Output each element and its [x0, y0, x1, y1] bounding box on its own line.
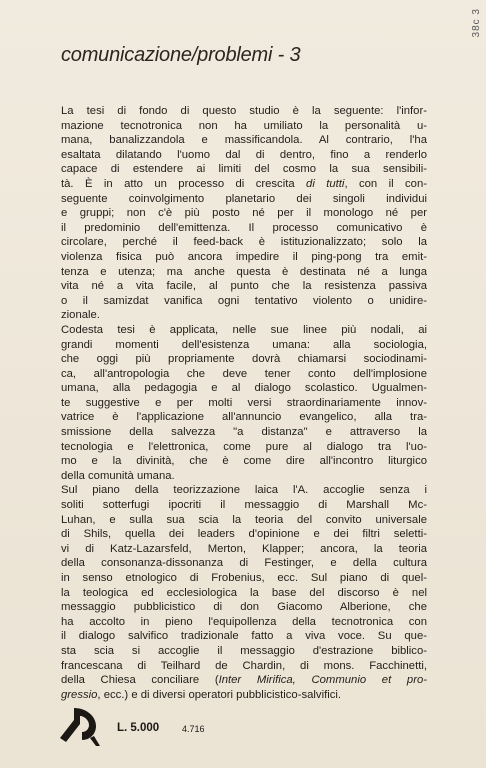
blurb-line-text: in senso etnologico di Frobenius, ecc. Sul piano di quel-: [61, 572, 427, 584]
blurb-line: [61, 571, 427, 586]
blurb-line: [61, 615, 427, 630]
blurb-line: [61, 483, 427, 498]
blurb-line: [61, 279, 427, 294]
series-title: comunicazione/problemi - 3: [61, 44, 301, 66]
blurb-line-text: Codesta tesi è applicata, nelle sue linee più nodali, ai: [61, 323, 427, 336]
blurb-line-text: il dialogo salvifico tradizionale fatto a viva voce. Su que-: [61, 630, 427, 643]
blurb-line-text: sta scia si accoglie il messaggio d'estrazione biblico-: [61, 644, 427, 657]
blurb-line-text: tecnologia e l'elettronica, come pure al dialogo tra l'uo-: [61, 440, 427, 453]
blurb-line-text: che oggi più propriamente dovrà chiamarsi sociodinami-: [61, 353, 427, 366]
blurb-line: [61, 250, 427, 265]
spine-code: 38c 3: [471, 8, 482, 38]
blurb-line: [61, 688, 427, 703]
blurb-line: [61, 265, 427, 280]
blurb-line: [61, 673, 427, 688]
blurb-line: [61, 119, 427, 134]
blurb-text: [61, 104, 427, 702]
blurb-line: [61, 440, 427, 455]
blurb-line-text: ca, all'antropologia che deve tener conto dell'implosione: [61, 367, 427, 380]
blurb-line: [61, 586, 427, 601]
blurb-line-text: ha accolto in pieno l'equipollenza della tecnotronica con: [61, 615, 427, 628]
blurb-line-text: umana, alla pedagogia e al dialogo scolastico. Ugualmen-: [61, 382, 427, 395]
blurb-line: [61, 367, 427, 382]
blurb-line-text: vi di Katz-Lazarsfeld, Merton, Klapper; ancora, la teoria: [61, 542, 427, 555]
blurb-line: [61, 308, 427, 323]
catalog-number: 4.716: [182, 724, 205, 734]
blurb-line-text: mana, banalizzandola e massificandola. Al contrario, l'ha: [61, 134, 427, 147]
blurb-line: [61, 381, 427, 396]
blurb-line-text: smissione della salvezza "a distanza" e attraverso la: [61, 426, 427, 439]
blurb-line: [61, 454, 427, 469]
blurb-line-text: , con il con-: [344, 177, 427, 190]
blurb-line: [61, 338, 427, 353]
blurb-line-text: il predominio dell'emittenza. Il processo comunicativo è: [61, 221, 427, 234]
blurb-line: [61, 162, 427, 177]
blurb-line-text: della Chiesa conciliare (: [61, 674, 219, 687]
blurb-line: [61, 396, 427, 411]
blurb-line-text: grandi momenti dell'esistenza umana: alla sociologia,: [61, 338, 427, 351]
blurb-line: [61, 148, 427, 163]
blurb-italic-text: di tutti: [306, 177, 345, 190]
blurb-line-text: zionale.: [61, 309, 100, 322]
blurb-line-text: della comunità umana.: [61, 469, 175, 482]
blurb-line: [61, 235, 427, 250]
blurb-italic-text: gressio: [61, 688, 98, 701]
publisher-logo-icon: [56, 702, 106, 746]
blurb-line: [61, 294, 427, 309]
blurb-line: [61, 425, 427, 440]
blurb-line-text: mo e la divinità, che è come dire all'incontro liturgico: [61, 455, 427, 468]
blurb-line: [61, 600, 427, 615]
blurb-line: [61, 556, 427, 571]
blurb-line: [61, 323, 427, 338]
blurb-line: [61, 644, 427, 659]
blurb-line: [61, 659, 427, 674]
blurb-line: [61, 527, 427, 542]
blurb-line: [61, 192, 427, 207]
price-label: L. 5.000: [117, 722, 160, 734]
blurb-line: [61, 352, 427, 367]
blurb-line: [61, 498, 427, 513]
blurb-line-text: tà. È in atto un processo di crescita: [61, 177, 307, 190]
blurb-line: [61, 177, 427, 192]
blurb-line-text: Luhan, e sulla sua scia la teoria del convito universale: [61, 513, 427, 526]
blurb-line: [61, 104, 427, 119]
blurb-line-text: violenza fisica può ancora impedire il ping-pong tra emit-: [61, 250, 427, 263]
blurb-line-text: capace di estendere ai limiti del cosmo la sua sensibili-: [61, 163, 427, 176]
blurb-line-text: la teologica ed ecclesiologica la base del discorso è nel: [61, 586, 427, 599]
blurb-line: [61, 410, 427, 425]
blurb-line-text: Sul piano della teorizzazione laica l'A. accoglie senza i: [61, 484, 427, 497]
blurb-line: [61, 629, 427, 644]
blurb-line-text: La tesi di fondo di questo studio è la seguente: l'infor-: [61, 105, 427, 117]
blurb-line-text: esaltata dilatando l'uomo dal di dentro, fino a renderlo: [61, 148, 427, 161]
blurb-line: [61, 206, 427, 221]
blurb-line-text: o il samizdat vanifica ogni tentativo violento o unidire-: [61, 294, 427, 307]
blurb-line-text: francescana di Teilhard de Chardin, di mons. Facchinetti,: [61, 659, 427, 672]
blurb-line-text: vatrice è l'applicazione all'annuncio evangelico, alla tra-: [61, 411, 427, 424]
blurb-line-text: tenza e utenza; ma anche questa è destinata né a lunga: [61, 265, 427, 278]
blurb-line: [61, 469, 427, 484]
blurb-line-text: soliti sotterfugi ipocriti il messaggio di Marshall Mc-: [61, 499, 427, 512]
blurb-line: [61, 513, 427, 528]
blurb-line-text: e gruppi; non c'è più posto né per il monologo né per: [61, 207, 427, 220]
blurb-line: [61, 221, 427, 236]
blurb-line-text: circolare, perché il feed-back è istituzionalizzato; solo la: [61, 236, 427, 249]
blurb-line-text: vita né a vita facile, al punto che la resistenza passiva: [61, 280, 427, 293]
blurb-line-text: di Shils, quella dei leaders d'opinione e dei filtri seletti-: [61, 528, 427, 541]
blurb-line-text: , ecc.) e di diversi operatori pubblicistico-salvifici.: [97, 688, 342, 701]
blurb-line-text: te suggestive e per molti versi straordinariamente innov-: [61, 396, 427, 409]
blurb-line-text: della consonanza-dissonanza di Festinger, e della cultura: [61, 557, 427, 570]
blurb-line: [61, 542, 427, 557]
blurb-line-text: seguente coinvolgimento planetario dei singoli individui: [61, 192, 427, 205]
blurb-line: [61, 133, 427, 148]
blurb-line-text: mazione tecnotronica non ha umiliato la personalità u-: [61, 119, 427, 132]
blurb-italic-text: Inter Mirifica, Communio et pro-: [218, 674, 427, 687]
blurb-line-text: messaggio pubblicistico di don Giacomo Alberione, che: [61, 601, 427, 614]
